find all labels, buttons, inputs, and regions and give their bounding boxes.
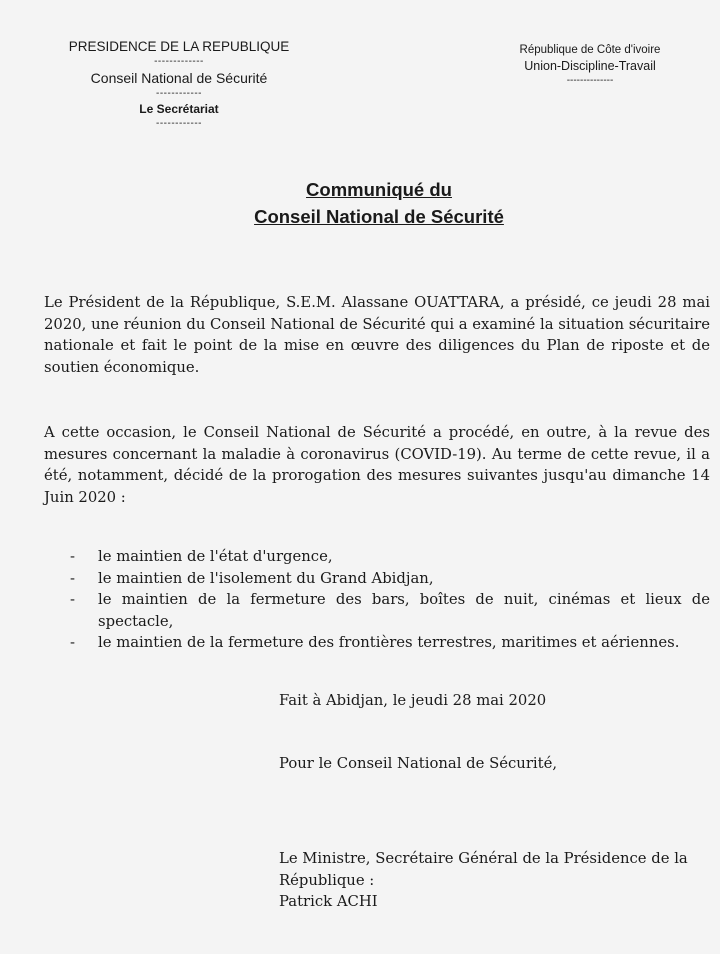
list-item xyxy=(70,546,710,568)
signatory-block xyxy=(279,848,709,913)
separator: ------------ xyxy=(156,118,202,129)
list-item xyxy=(70,589,710,632)
list-item-text: le maintien de l'état d'urgence, xyxy=(98,548,333,565)
place-date: Fait à Abidjan, le jeudi 28 mai 2020 xyxy=(279,692,547,709)
list-item-text: le maintien de la fermeture des bars, boîtes de nuit, cinémas et lieux de spectacle, xyxy=(98,591,710,630)
separator: -------------- xyxy=(566,75,614,86)
signatory-role-line-2: République : xyxy=(279,871,375,889)
bullet-dash: - xyxy=(70,634,75,651)
title-line-2: Conseil National de Sécurité xyxy=(254,206,504,227)
separator: ------------- xyxy=(154,56,204,67)
header-right-block xyxy=(480,42,700,88)
document-title xyxy=(0,176,720,230)
list-item xyxy=(70,632,710,654)
presidency-label: PRESIDENCE DE LA REPUBLIQUE xyxy=(68,39,290,54)
header-left-block xyxy=(0,38,358,130)
list-item-text: le maintien de l'isolement du Grand Abidjan, xyxy=(98,569,434,587)
signatory-role-line-1: Le Ministre, Secrétaire Général de la Présidence de la xyxy=(279,850,688,867)
bullet-dash: - xyxy=(70,569,75,587)
on-behalf-line: Pour le Conseil National de Sécurité, xyxy=(279,755,558,772)
bullet-dash: - xyxy=(70,548,75,565)
measures-list xyxy=(70,546,710,654)
title-line-1: Communiqué du xyxy=(306,179,452,200)
paragraph-1: Le Président de la République, S.E.M. Alassane OUATTARA, a présidé, ce jeudi 28 mai 2020, une réunion du Conseil National de Sécurité qui a examiné la situation sécuritaire nationale et fait le point de la mise en œuvre des diligences du Plan de riposte et de soutien économique. xyxy=(44,294,710,376)
signatory-name: Patrick ACHI xyxy=(279,893,378,910)
bullet-dash: - xyxy=(70,591,75,608)
separator: ------------ xyxy=(156,88,202,99)
secretariat-label: Le Secrétariat xyxy=(139,102,219,116)
council-label: Conseil National de Sécurité xyxy=(90,70,268,86)
list-item-text: le maintien de la fermeture des frontières terrestres, maritimes et aériennes. xyxy=(98,634,680,651)
country-label: République de Côte d'ivoire xyxy=(519,44,661,56)
list-item xyxy=(70,568,710,590)
motto-label: Union-Discipline-Travail xyxy=(524,59,656,73)
paragraph-2: A cette occasion, le Conseil National de Sécurité a procédé, en outre, à la revue des mesures concernant la maladie à coronavirus (COVID-19). Au terme de cette revue, il a été, notamment, décidé de la prorogation des mesures suivantes jusqu'au dimanche 14 Juin 2020 : xyxy=(44,424,710,506)
